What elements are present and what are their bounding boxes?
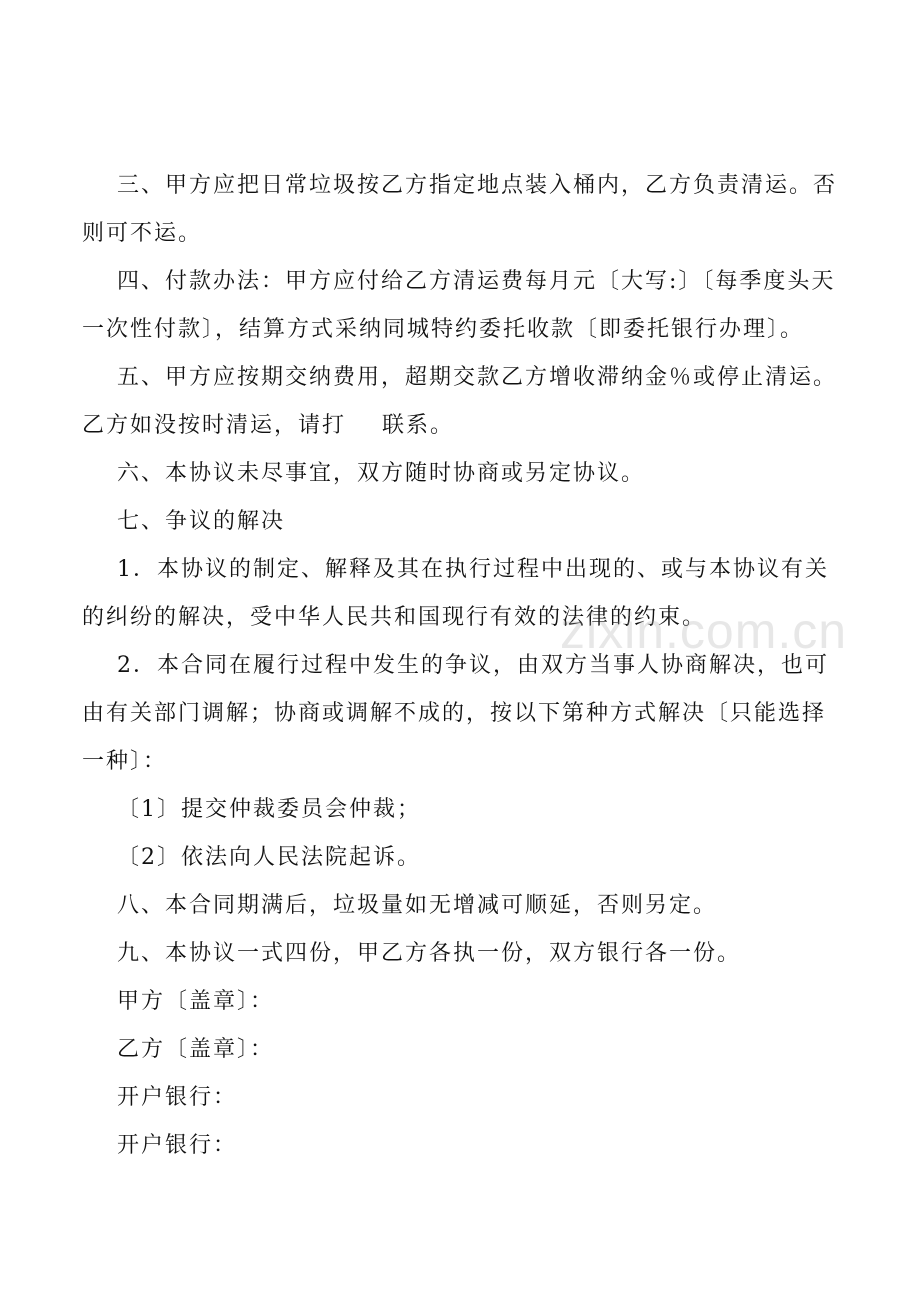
party-b-seal: 乙方〔盖章〕： bbox=[117, 1037, 275, 1062]
clause-7-heading: 七、争议的解决 bbox=[117, 509, 286, 534]
watermark: zixin.com.cn bbox=[560, 603, 848, 659]
party-a-seal: 甲方〔盖章〕： bbox=[117, 989, 275, 1014]
clause-7-item-1: 1．本协议的制定、解释及其在执行过程中出现的、或与本协议有关的纠纷的解决，受中华人民共和国现行有效的法律的约束。 bbox=[82, 557, 829, 630]
clause-9: 九、本协议一式四份，甲乙方各执一份，双方银行各一份。 bbox=[117, 941, 742, 966]
clause-7-item-2: 2．本合同在履行过程中发生的争议，由双方当事人协商解决，也可由有关部门调解；协商或调解不成的，按以下第种方式解决〔只能选择一种〕： bbox=[82, 653, 829, 774]
bank-line-2: 开户银行： bbox=[117, 1133, 238, 1158]
clause-3: 三、甲方应把日常垃圾按乙方指定地点装入桶内，乙方负责清运。否则可不运。 bbox=[82, 173, 838, 246]
option-court: 〔2〕依法向人民法院起诉。 bbox=[117, 845, 421, 870]
clause-8: 八、本合同期满后，垃圾量如无增减可顺延，否则另定。 bbox=[117, 893, 718, 918]
clause-6: 六、本协议未尽事宜，双方随时协商或另定协议。 bbox=[117, 461, 646, 486]
document-body bbox=[82, 162, 842, 1170]
clause-5-fees: 五、甲方应按期交纳费用，超期交款乙方增收滞纳金％或停止清运。乙方如没按时清运，请打 联系。 bbox=[82, 365, 838, 438]
option-arbitration: 〔1〕提交仲裁委员会仲裁； bbox=[117, 797, 421, 822]
bank-line-1: 开户银行： bbox=[117, 1085, 238, 1110]
clause-4-payment: 四、付款办法：甲方应付给乙方清运费每月元〔大写:〕〔每季度头天一次性付款〕，结算方式采纳同城特约委托收款〔即委托银行办理〕。 bbox=[82, 269, 836, 342]
